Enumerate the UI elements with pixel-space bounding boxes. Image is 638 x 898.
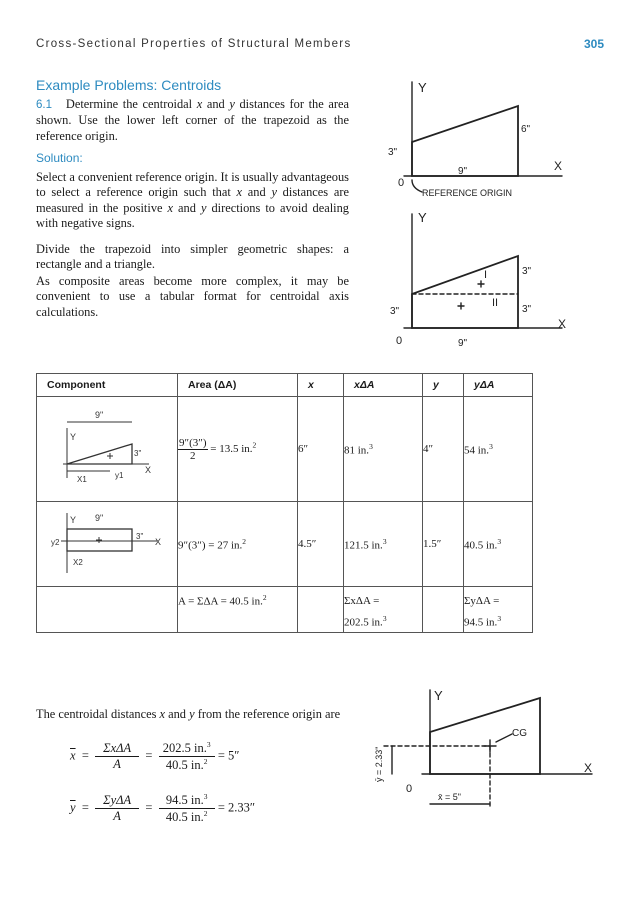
empty-cell [298, 587, 344, 633]
col-header-yda [464, 374, 533, 397]
equals-sign: = [142, 800, 156, 815]
table-row [37, 397, 533, 502]
cg-leader [496, 734, 512, 742]
xda-value: 121.5 in. [344, 539, 383, 552]
total-area: A = ΣΔA = 40.5 in. [178, 595, 263, 608]
area-value: = 13.5 in. [210, 442, 253, 455]
ybar-numerator-exponent: 3 [203, 792, 208, 801]
result-paragraph [36, 707, 349, 722]
triangle-sketch [37, 398, 177, 498]
total-yda-exponent: 3 [497, 614, 502, 623]
xbar-numerator-value: 202.5 in. [162, 741, 207, 756]
problem-number: 6.1 [36, 99, 52, 111]
col-header-component: Component [37, 374, 178, 397]
x2-label: X2 [73, 557, 83, 567]
total-xda-cell [344, 587, 423, 633]
result-text: and [165, 707, 190, 721]
ybar-label: ȳ = 2.33" [374, 746, 384, 782]
col-header-text: xΔA [354, 379, 375, 391]
problem-text: Determine the centroidal [65, 97, 197, 111]
page-number: 305 [583, 37, 604, 51]
col-header-text: yΔA [474, 379, 495, 391]
cg-label: CG [512, 728, 527, 739]
equals-sign: = [78, 800, 92, 815]
base-dimension: 9" [458, 166, 468, 177]
running-head: Cross-Sectional Properties of Structural Members [36, 38, 352, 50]
cg-mark [484, 740, 496, 752]
y-cell: 1.5″ [423, 502, 464, 587]
ybar-denominator-value: 40.5 in. [165, 810, 204, 825]
ybar-numerator-value: 94.5 in. [165, 793, 204, 808]
yda-cell [464, 397, 533, 502]
area-denominator: 2 [190, 449, 196, 462]
origin-label: 0 [398, 177, 405, 189]
side-dimension: 3" [134, 448, 142, 458]
xbar-fraction-1 [95, 741, 139, 772]
total-yda-cell [464, 587, 533, 633]
y1-label: y1 [115, 470, 124, 480]
area-exponent: 2 [242, 536, 246, 546]
xbar-fraction-2 [159, 740, 215, 773]
solution-text: and [173, 200, 201, 215]
xbar-denominator: A [113, 757, 121, 772]
x-axis-label: X [145, 464, 152, 475]
problem-text: distances for the area shown. Use the lower left corner of the trapezoid as the reference origin. [36, 97, 349, 143]
total-xda-value-row [344, 610, 422, 632]
xda-exponent: 3 [382, 536, 387, 546]
origin-label: 0 [396, 335, 403, 347]
left-dimension: 3" [388, 147, 398, 158]
reference-arrow [412, 180, 422, 192]
yda-value: 54 in. [464, 444, 490, 457]
solution-paragraph-2: Divide the trapezoid into simpler geometric shapes: a rectangle and a triangle. [36, 242, 349, 272]
trapezoid-sketch [382, 76, 602, 206]
result-text: The centroidal distances [36, 707, 160, 721]
solution-label: Solution: [36, 151, 83, 165]
problem-statement [36, 97, 349, 144]
x-axis-label: X [584, 761, 593, 775]
y-axis-label: Y [418, 210, 427, 225]
y-cell: 4″ [423, 397, 464, 502]
centroid-table [36, 373, 533, 633]
x-axis-label: X [155, 536, 162, 547]
area-fraction [178, 437, 208, 462]
region-1-label: I [484, 269, 488, 281]
col-header-y [423, 374, 464, 397]
area-numerator: 9″(3″) [179, 436, 207, 449]
xda-exponent: 3 [369, 441, 373, 451]
var-y: y [200, 200, 207, 215]
dimension-1: 3" [522, 266, 532, 277]
ybar-equation [70, 792, 255, 825]
ybar-numerator: ΣyΔA [103, 793, 132, 808]
component-sketch-cell [37, 502, 178, 587]
ybar-denominator-exponent: 2 [203, 809, 208, 819]
problem-text: and [202, 97, 230, 111]
total-xda-label: ΣxΔA = [344, 595, 380, 607]
xbar-denominator-value: 40.5 in. [165, 758, 204, 773]
total-xda-exponent: 3 [382, 614, 387, 623]
base-dimension: 9" [458, 338, 468, 349]
yda-exponent: 3 [489, 441, 493, 451]
total-area-cell [178, 587, 298, 633]
rectangle-sketch [37, 503, 177, 583]
var-x: x [167, 200, 174, 215]
x-cell: 4.5″ [298, 502, 344, 587]
section-title: Example Problems: Centroids [36, 77, 222, 93]
col-header-text: y [433, 379, 439, 391]
ybar-denominator: A [113, 809, 121, 824]
side-dimension: 3" [136, 531, 144, 541]
table-row [37, 502, 533, 587]
solution-text: and [242, 185, 272, 200]
top-dimension: 9" [95, 512, 104, 523]
x-axis-label: X [554, 159, 563, 173]
table-totals-row [37, 587, 533, 633]
var-y: y [189, 707, 195, 721]
solution-text: Select a convenient reference origin. It is usually advantageous to select a reference origin such that [36, 170, 349, 200]
yda-exponent: 3 [497, 536, 502, 546]
centroid-location-sketch [362, 686, 604, 826]
dimension-2: 3" [522, 304, 532, 315]
origin-label: 0 [406, 783, 413, 795]
triangle-shape [67, 444, 132, 464]
xbar-result: = 5″ [217, 748, 240, 763]
yda-cell [464, 502, 533, 587]
x-axis-label: X [558, 317, 567, 331]
centroid-mark [96, 537, 102, 543]
x1-label: X1 [77, 474, 87, 484]
area-cell [178, 502, 298, 587]
area-value: 9″(3″) = 27 in. [178, 539, 243, 552]
var-x: x [196, 97, 203, 111]
y-axis-label: Y [434, 688, 443, 703]
xda-cell [344, 397, 423, 502]
xbar-denominator-exponent: 2 [203, 757, 208, 767]
total-yda-label: ΣyΔA = [464, 595, 500, 607]
area-cell [178, 397, 298, 502]
xbar-symbol: $\overline{x}$ [70, 748, 76, 763]
equals-sign: = [78, 748, 92, 763]
table-header-row [37, 374, 533, 397]
xda-value: 81 in. [344, 444, 370, 457]
centroid-mark-1 [478, 281, 484, 287]
centroid-mark [107, 453, 113, 459]
col-header-text: x [308, 379, 314, 391]
col-header-xda [344, 374, 423, 397]
left-dimension: 3" [390, 306, 400, 317]
result-text: from the reference origin are [194, 707, 341, 721]
col-header-area: Area (ΔA) [178, 374, 298, 397]
y-axis-label: Y [70, 431, 77, 442]
area-exponent: 2 [252, 439, 257, 449]
region-2-label: II [492, 297, 499, 309]
xbar-label: x̄ = 5" [438, 792, 461, 802]
equals-sign: = [142, 748, 156, 763]
total-yda-value: 94.5 in. [464, 616, 498, 629]
ybar-symbol: $\overline{y}$ [70, 800, 76, 815]
var-x: x [159, 707, 166, 721]
xbar-numerator-exponent: 3 [206, 740, 211, 749]
xbar-equation [70, 740, 239, 773]
x-cell: 6″ [298, 397, 344, 502]
var-y: y [271, 185, 277, 200]
solution-text: distances are measured in the positive [36, 185, 349, 215]
centroid-mark-2 [458, 303, 464, 309]
solution-paragraph-1 [36, 170, 349, 232]
empty-cell [37, 587, 178, 633]
ybar-fraction-1 [95, 793, 139, 824]
yda-value: 40.5 in. [464, 539, 498, 552]
y-axis-label: Y [418, 80, 427, 95]
right-dimension: 6" [521, 124, 531, 135]
y-axis-label: Y [70, 514, 77, 525]
var-y: y [229, 97, 235, 111]
top-dimension: 9" [95, 409, 104, 420]
component-sketch-cell [37, 397, 178, 502]
var-x: x [236, 185, 243, 200]
col-header-x [298, 374, 344, 397]
total-xda-value: 202.5 in. [344, 616, 383, 629]
solution-text: directions to avoid dealing with negative signs. [36, 200, 349, 231]
trapezoid-shape [412, 256, 518, 328]
total-yda-value-row [464, 610, 532, 632]
reference-origin-label: REFERENCE ORIGIN [422, 188, 513, 198]
xbar-numerator: ΣxΔA [103, 741, 132, 756]
divided-trapezoid-sketch [382, 204, 602, 354]
ybar-result: = 2.33″ [217, 800, 256, 815]
y2-label: y2 [51, 537, 60, 547]
xda-cell [344, 502, 423, 587]
total-area-exponent: 2 [262, 593, 267, 602]
empty-cell [423, 587, 464, 633]
ybar-fraction-2 [159, 792, 215, 825]
solution-paragraph-3: As composite areas become more complex, it may be convenient to use a tabular format for centroidal axis calculations. [36, 274, 349, 319]
